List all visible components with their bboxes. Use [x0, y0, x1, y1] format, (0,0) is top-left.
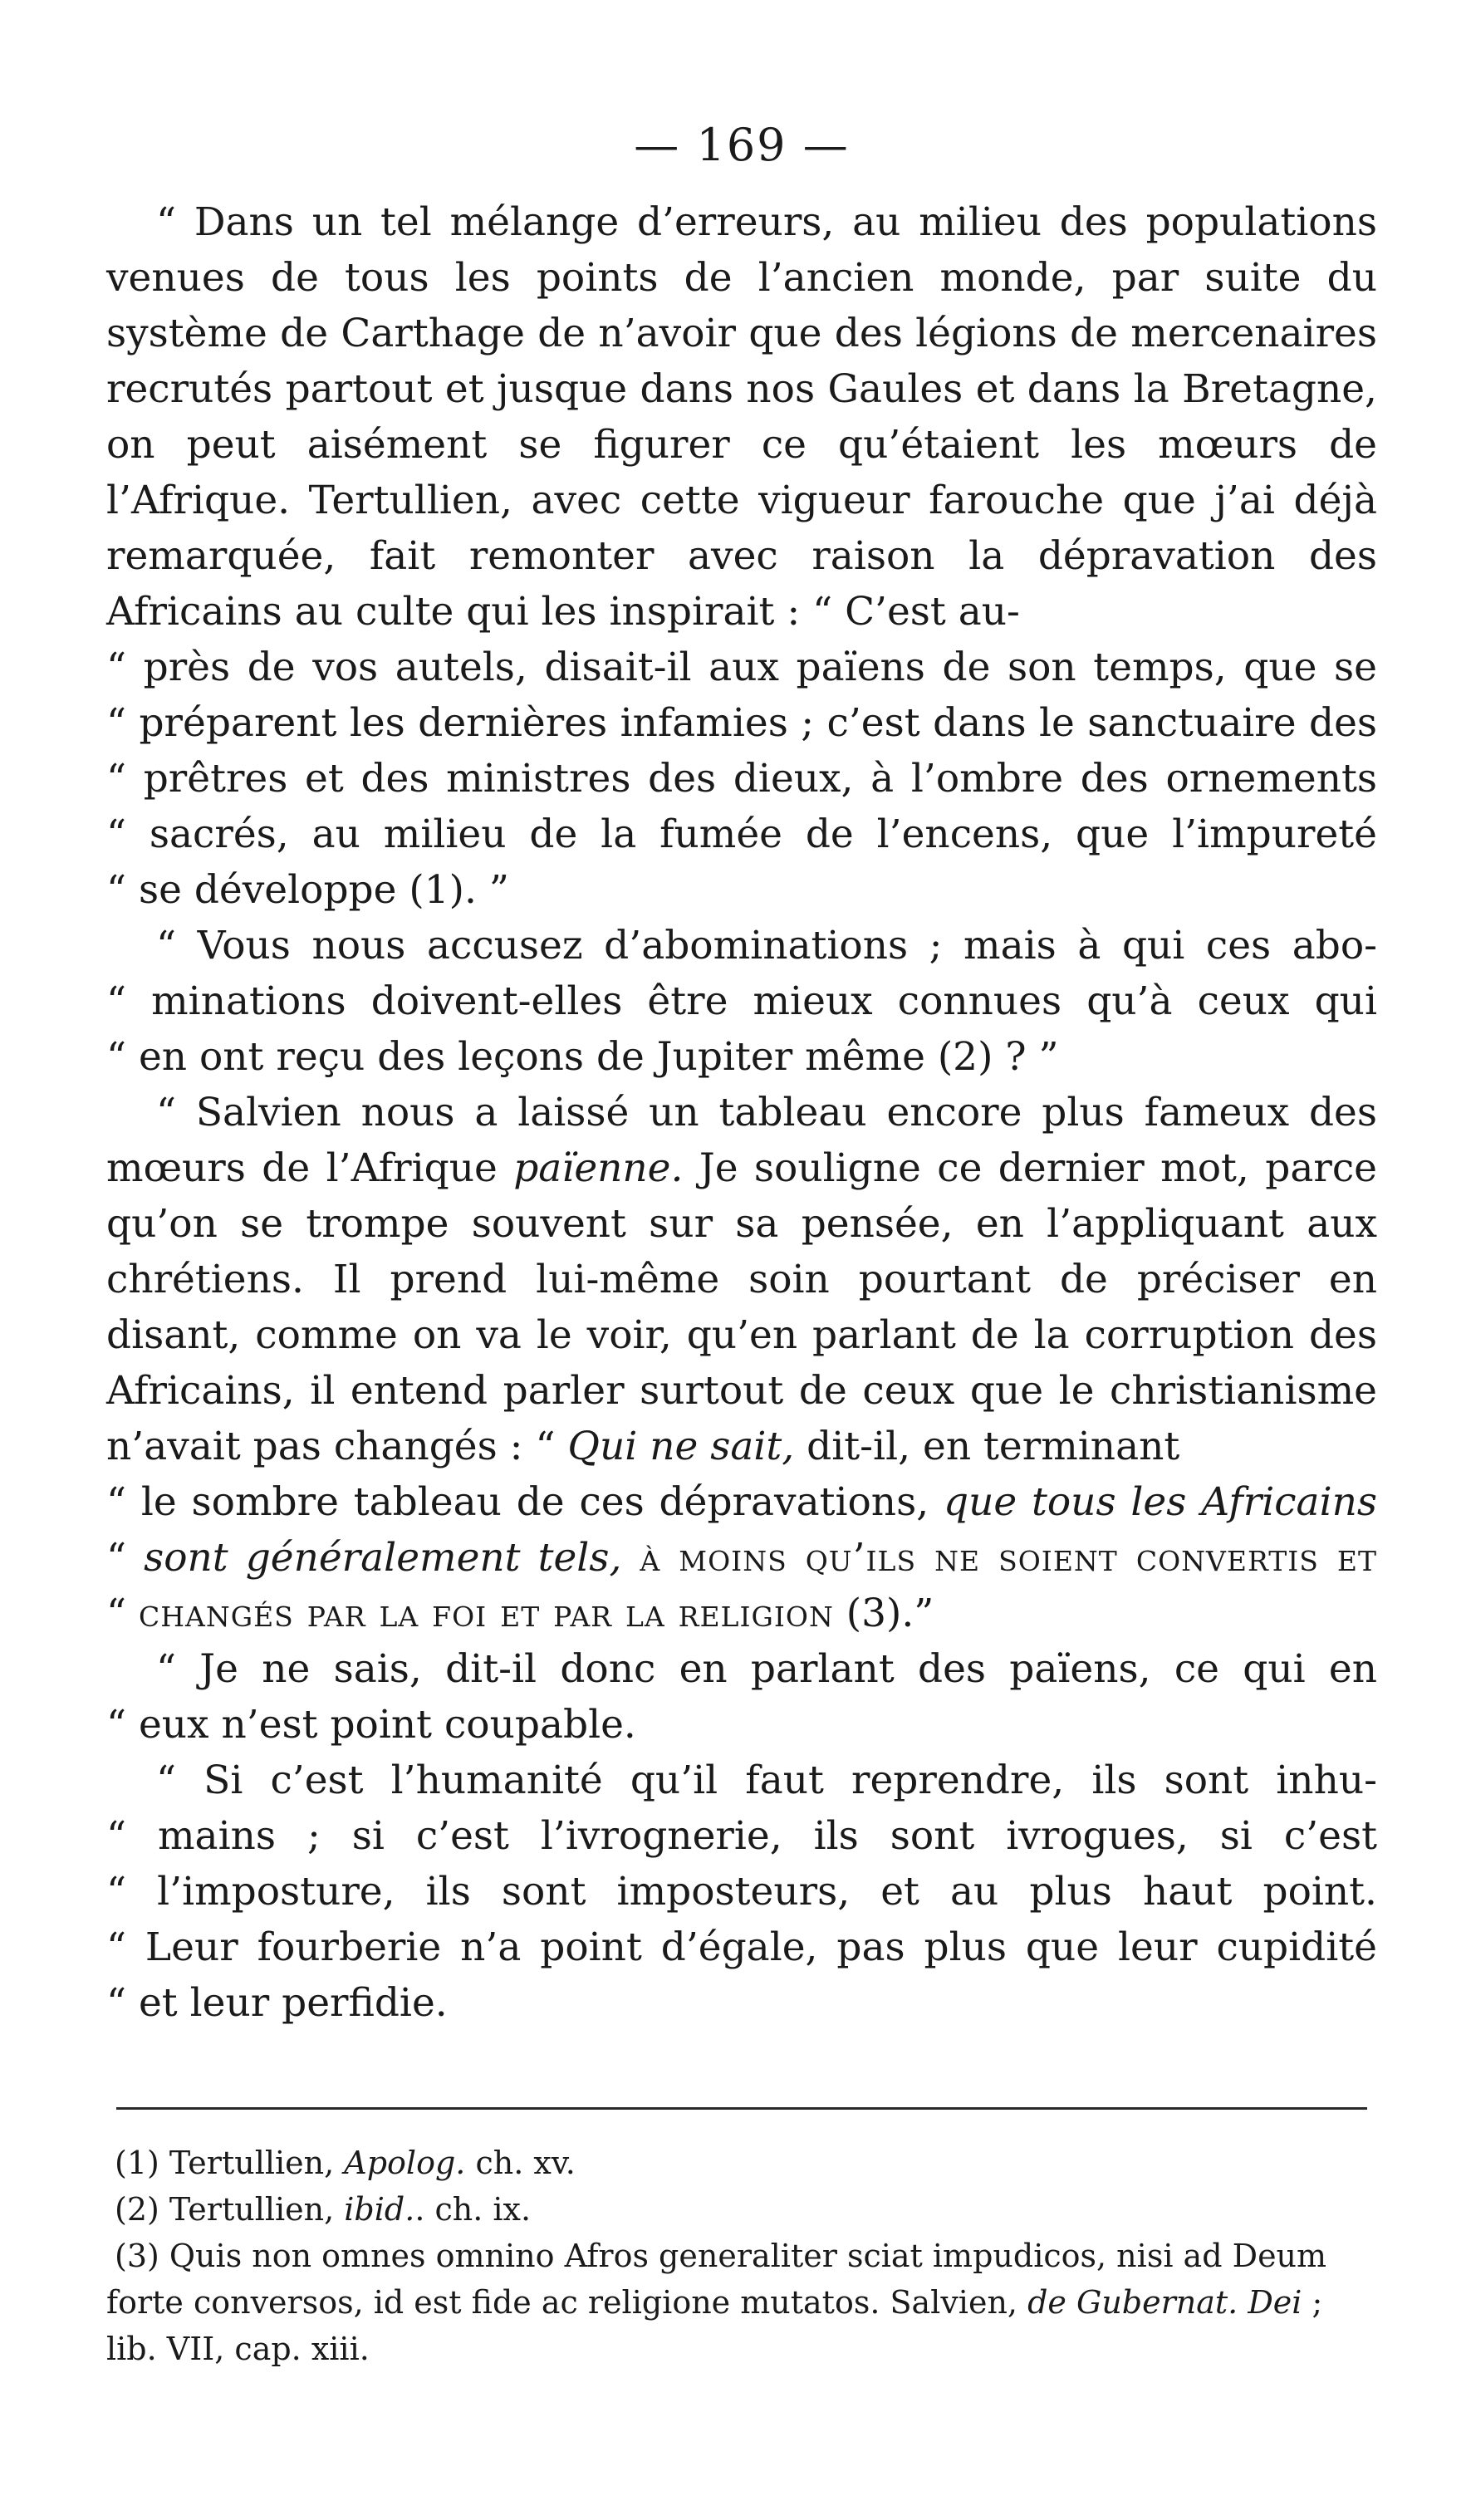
footnote-ref: . ch. ix. — [414, 2191, 532, 2228]
footnote-1 — [106, 2140, 1377, 2186]
paragraph-text: dit-il, en terminant — [794, 1424, 1180, 1469]
quote-line: “ et leur perfidie. — [106, 1980, 448, 2026]
small-caps-text: à moins qu’ils ne soient convertis et — [621, 1535, 1378, 1581]
quote-vices — [106, 1753, 1377, 1808]
book-page — [106, 116, 1377, 2372]
quote-coupable — [106, 1641, 1377, 1697]
quote-line: “ minations doivent-elles être mieux connues qu’à ceux qui — [106, 978, 1377, 1024]
emphasis-paienne: païenne. — [513, 1145, 684, 1191]
quote-line — [106, 1530, 1377, 1586]
paragraph-text: Je souligne ce dernier mot, parce qu’on se trompe souvent sur sa pensée, en l’appliquant aux chrétiens. Il prend lui-même soin pourtant de préciser en disant, comme on va le voir, qu’en parlant de la corruption des Africains, il entend parler surtout de ceux que le christianisme n’avait pas changés : “ — [106, 1145, 1377, 1469]
quote-tertullien-2 — [106, 918, 1377, 973]
quote-tertullien-1 — [106, 640, 1377, 918]
quote-mark: “ — [106, 1535, 145, 1581]
quote-line: “ prêtres et des ministres des dieux, à l’ombre des ornements — [106, 756, 1377, 802]
quote-line: “ en ont reçu des leçons de Jupiter même (2) ? ” — [106, 1034, 1059, 1080]
emphasis-africains: que tous les Africains — [943, 1479, 1377, 1525]
body-text — [106, 194, 1377, 2031]
quote-text: “ le sombre tableau de ces dépravations, — [106, 1479, 944, 1525]
paragraph-carthage — [106, 194, 1377, 640]
quote-line: “ Leur fourberie n’a point d’égale, pas plus que leur cupidité — [106, 1924, 1377, 1970]
small-caps-text: changés par la foi et par la religion — [138, 1591, 834, 1636]
footnotes — [106, 2140, 1377, 2372]
paragraph-text: “ Salvien nous a laissé un tableau encore plus fameux des mœurs de l’Afrique — [106, 1090, 1377, 1191]
footnote-2 — [106, 2186, 1377, 2233]
footnote-number: (2) — [115, 2191, 159, 2228]
emphasis-generalement: sont généralement tels, — [144, 1535, 622, 1581]
footnote-text: Quis non omnes omnino Afros generaliter sciat impudicos, nisi ad Deum forte conversos, id est fide ac religione mutatos. Salvien, — [106, 2238, 1327, 2321]
paragraph-text: “ Dans un tel mélange d’erreurs, au milieu des populations venues de tous les points de l’ancien monde, par suite du système de Carthage de n’avoir que des légions de mercenaires recrutés partout et jusque dans nos Gaules et dans la Bretagne, on peut aisément se figurer ce qu’étaient les mœurs de l’Afrique. Tertullien, avec cette vigueur farouche que j’ai déjà remarquée, fait remonter avec raison la dépravation des Africains au culte qui les inspirait : “ C’est au- — [106, 199, 1377, 635]
footnote-author: Tertullien, — [159, 2191, 345, 2228]
quote-coupable-cont — [106, 1697, 1377, 1753]
quote-line: “ mains ; si c’est l’ivrognerie, ils sont ivrogues, si c’est — [106, 1813, 1377, 1859]
quote-line: “ eux n’est point coupable. — [106, 1702, 636, 1748]
quote-vices-cont — [106, 1808, 1377, 2031]
quote-line — [106, 1586, 1377, 1641]
footnote-work: Apolog. — [344, 2145, 466, 2181]
quote-line: “ l’imposture, ils sont imposteurs, et au plus haut point. — [106, 1869, 1377, 1915]
quote-line: “ Si c’est l’humanité qu’il faut reprendre, ils sont inhu- — [156, 1758, 1377, 1803]
quote-line: “ près de vos autels, disait-il aux païens de son temps, que se — [106, 645, 1377, 690]
footnote-3 — [106, 2233, 1377, 2372]
footnote-work: ibid. — [344, 2191, 415, 2228]
footnote-ref: ; lib. VII, cap. xiii. — [106, 2284, 1323, 2367]
quote-line: “ sacrés, au milieu de la fumée de l’encens, que l’impureté — [106, 811, 1377, 857]
emphasis-qui-ne-sait: Qui ne sait, — [567, 1424, 795, 1469]
quote-line: “ Vous nous accusez d’abominations ; mais à qui ces abo- — [156, 923, 1377, 968]
footnote-ref: ch. xv. — [465, 2145, 576, 2181]
footnote-number: (1) — [115, 2145, 159, 2181]
quote-tertullien-2-cont — [106, 973, 1377, 1085]
paragraph-salvien — [106, 1085, 1377, 1474]
footnote-ref: (3).” — [833, 1591, 934, 1636]
quote-line: “ se développe (1). ” — [106, 867, 509, 913]
footnote-number: (3) — [115, 2238, 159, 2274]
page-number: — 169 — — [634, 119, 850, 171]
quote-mark: “ — [106, 1591, 139, 1636]
footnote-work: de Gubernat. Dei — [1027, 2284, 1302, 2321]
quote-salvien — [106, 1474, 1377, 1641]
quote-line: “ préparent les dernières infamies ; c’est dans le sanctuaire des — [106, 700, 1377, 746]
footnote-author: Tertullien, — [159, 2145, 345, 2181]
footnote-divider — [116, 2107, 1367, 2110]
quote-line: “ Je ne sais, dit-il donc en parlant des païens, ce qui en — [156, 1646, 1377, 1692]
quote-line — [106, 1474, 1377, 1530]
